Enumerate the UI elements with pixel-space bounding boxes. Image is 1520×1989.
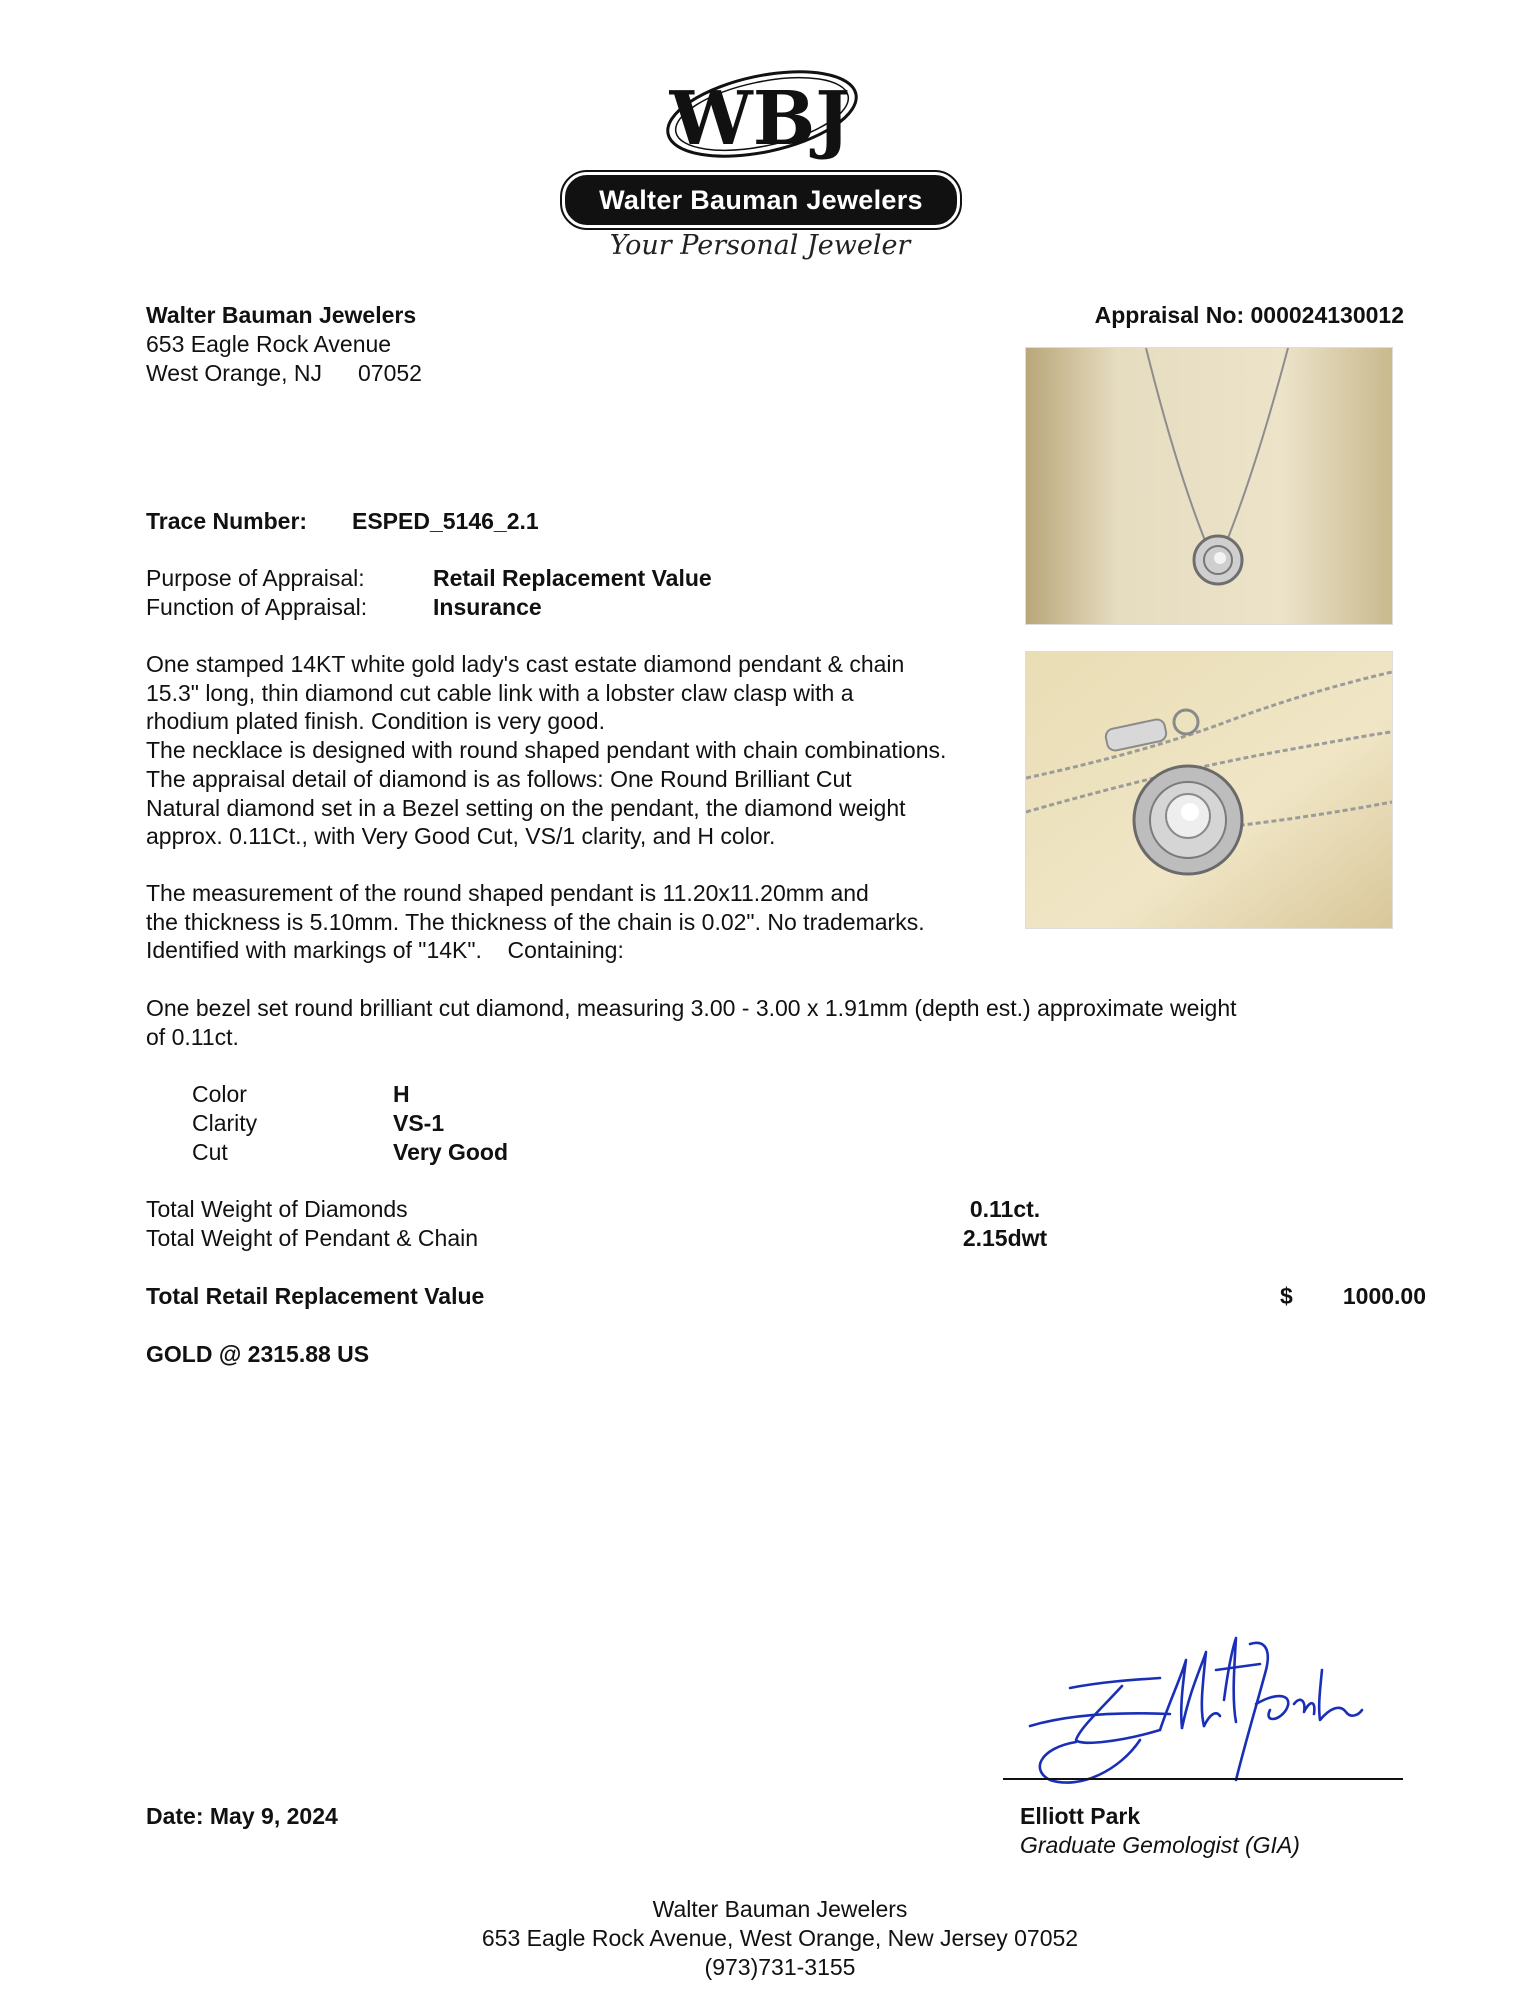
business-city — [146, 360, 422, 387]
pendant-photo-front — [1025, 347, 1393, 625]
description-line: The appraisal detail of diamond is as follows: One Round Brilliant Cut — [146, 765, 852, 792]
total-label: Total Retail Replacement Value — [146, 1283, 485, 1309]
weight-pendant-label: Total Weight of Pendant & Chain — [146, 1225, 479, 1251]
grade-color-value: H — [393, 1081, 410, 1107]
signature-text: Elliott Park — [1010, 1630, 1015, 1631]
date: Date: May 9, 2024 — [146, 1803, 338, 1829]
business-zip: 07052 — [357, 360, 422, 386]
weight-diamonds-value: 0.11ct. — [969, 1196, 1041, 1222]
logo-tagline: Your Personal Jeweler — [609, 230, 911, 261]
appraisal-number: Appraisal No: 000024130012 — [1094, 302, 1404, 328]
description-line: approx. 0.11Ct., with Very Good Cut, VS/1 clarity, and H color. — [146, 823, 776, 850]
description-block — [146, 650, 946, 851]
footer-phone: (973)731-3155 — [704, 1954, 856, 1980]
trace-value: ESPED_5146_2.1 — [352, 508, 539, 534]
description-line: rhodium plated finish. Condition is very good. — [146, 708, 605, 735]
measurement-line: The measurement of the round shaped pendant is 11.20x11.20mm and — [146, 880, 869, 906]
signature-line — [1003, 1778, 1403, 1780]
purpose-label: Purpose of Appraisal: — [146, 565, 365, 591]
monogram-text: WBJ — [669, 76, 851, 162]
grade-clarity-value: VS-1 — [393, 1110, 445, 1136]
logo-banner — [562, 172, 960, 228]
footer-name: Walter Bauman Jewelers — [652, 1896, 908, 1922]
description-line: 15.3" long, thin diamond cut cable link with a lobster claw clasp with a — [146, 679, 854, 706]
gold-price: GOLD @ 2315.88 US — [146, 1341, 370, 1367]
description-line: Natural diamond set in a Bezel setting on the pendant, the diamond weight — [146, 794, 906, 821]
grade-color-label: Color — [192, 1081, 247, 1107]
total-amount: 1000.00 — [1342, 1283, 1426, 1309]
business-name: Walter Bauman Jewelers — [146, 302, 417, 328]
grade-cut-value: Very Good — [393, 1139, 509, 1165]
description-line: One stamped 14KT white gold lady's cast estate diamond pendant & chain — [146, 651, 905, 677]
purpose-value: Retail Replacement Value — [433, 565, 712, 591]
company-logo — [560, 62, 960, 272]
measurement-line: Identified with markings of "14K". Containing: — [146, 937, 624, 964]
function-label: Function of Appraisal: — [146, 594, 368, 620]
business-street: 653 Eagle Rock Avenue — [146, 331, 392, 357]
business-city-state: West Orange, NJ — [146, 360, 322, 386]
signer-title: Graduate Gemologist (GIA) — [1020, 1832, 1300, 1858]
footer-address: 653 Eagle Rock Avenue, West Orange, New Jersey 07052 — [481, 1925, 1079, 1951]
diamond-line: One bezel set round brilliant cut diamond, measuring 3.00 - 3.00 x 1.91mm (depth est.) approximate weight — [146, 995, 1237, 1021]
signature-image — [1010, 1630, 1380, 1790]
grade-cut-label: Cut — [192, 1139, 228, 1165]
total-currency: $ — [1280, 1283, 1293, 1309]
weight-pendant-value: 2.15dwt — [962, 1225, 1048, 1251]
measurement-line: the thickness is 5.10mm. The thickness of the chain is 0.02". No trademarks. — [146, 908, 925, 935]
pendant-photo-closeup — [1025, 651, 1393, 929]
diamond-line: of 0.11ct. — [146, 1023, 239, 1050]
description-line: The necklace is designed with round shaped pendant with chain combinations. — [146, 737, 947, 764]
wbj-monogram-icon — [650, 62, 870, 174]
weight-diamonds-label: Total Weight of Diamonds — [146, 1196, 408, 1222]
trace-label: Trace Number: — [146, 508, 308, 534]
diamond-block — [146, 994, 1237, 1051]
measurement-block — [146, 879, 925, 965]
logo-banner-text: Walter Bauman Jewelers — [599, 184, 923, 215]
function-value: Insurance — [433, 594, 542, 620]
signer-name: Elliott Park — [1020, 1803, 1141, 1829]
grade-clarity-label: Clarity — [192, 1110, 258, 1136]
